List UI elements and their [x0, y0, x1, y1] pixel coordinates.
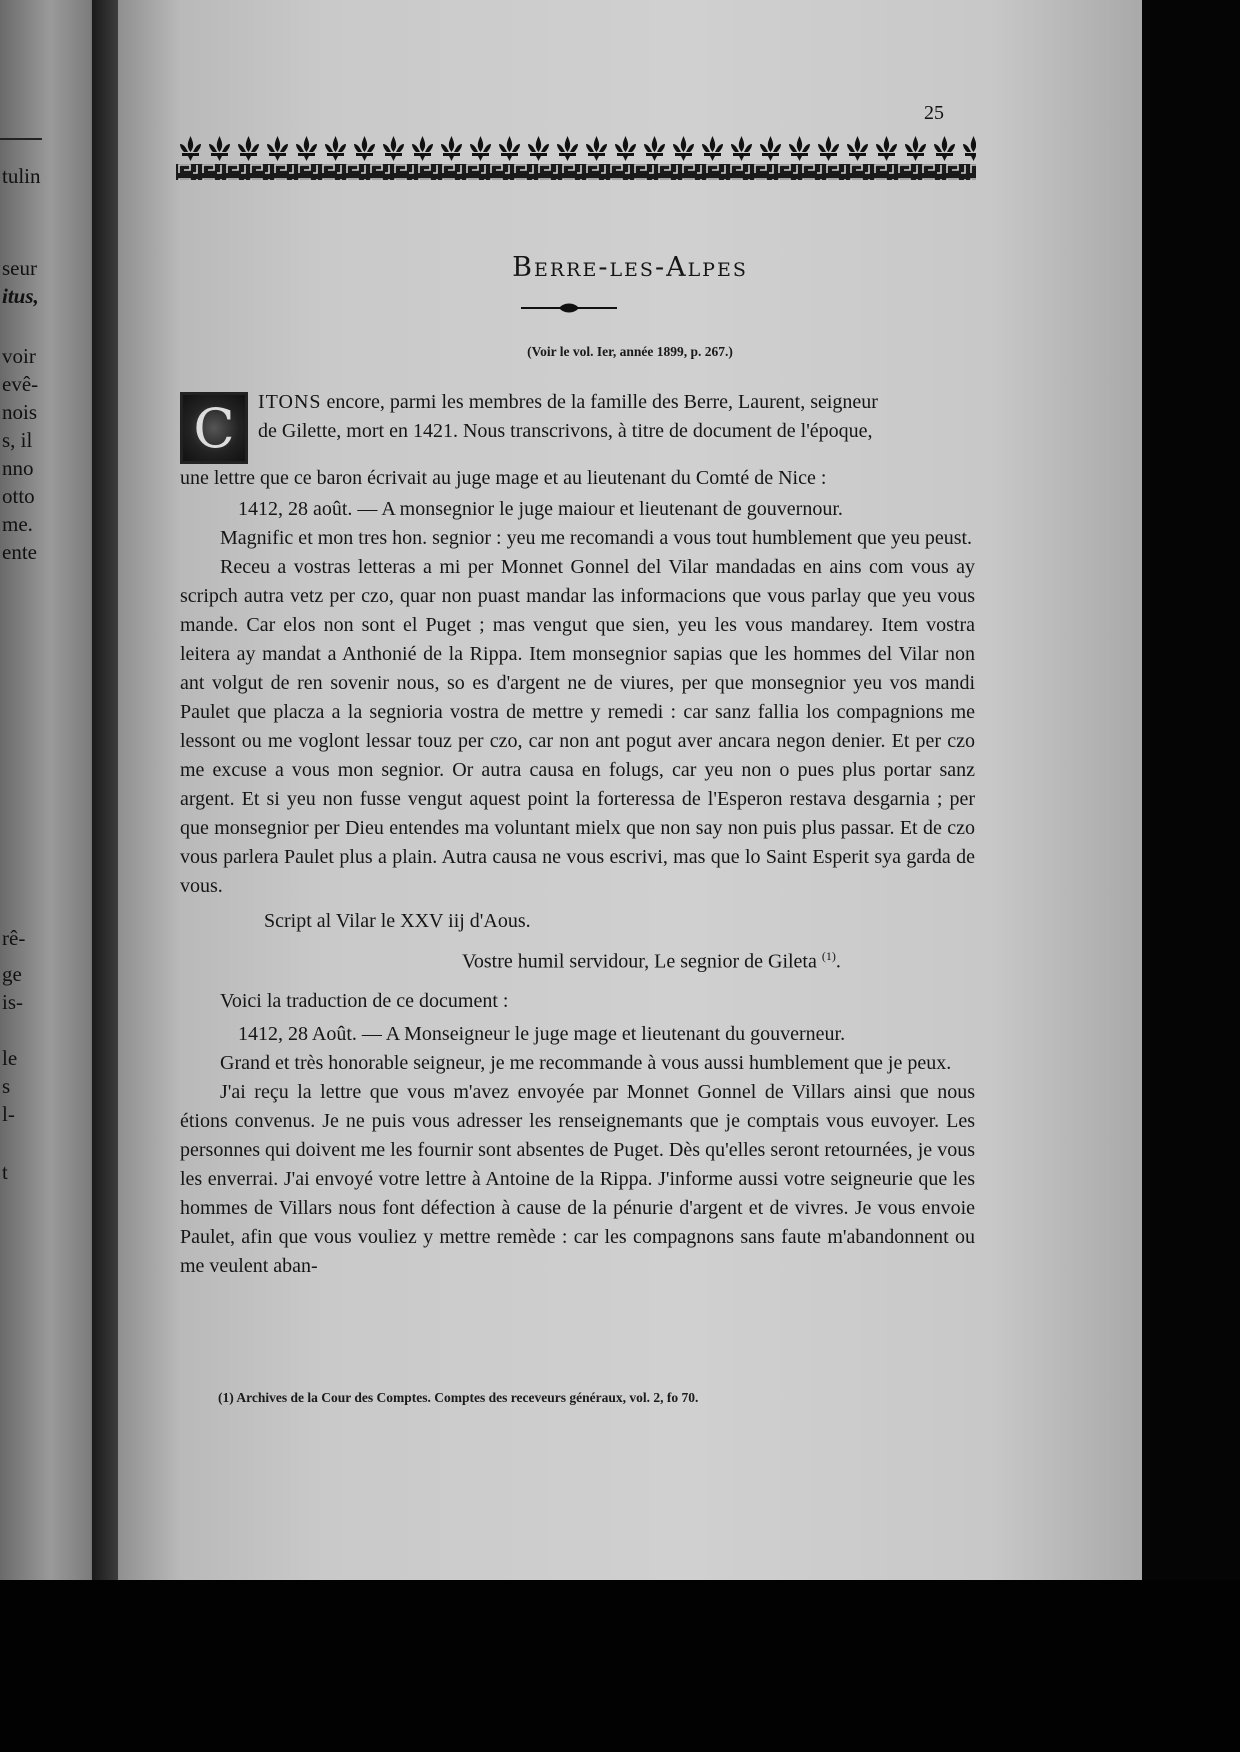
- translation-intro: Voici la traduction de ce document :: [220, 989, 509, 1012]
- intro-lead-smallcaps: ITONS: [258, 391, 322, 413]
- book-page: [118, 0, 1142, 1580]
- facing-page-fragment: nno: [2, 456, 34, 480]
- title-divider-ornament: [519, 302, 619, 314]
- translation-greeting: Grand et très honorable seigneur, je me recommande à vous aussi humblement que je peux.: [220, 1051, 952, 1074]
- facing-page-fragment: ente: [2, 540, 37, 564]
- facing-page-rule: [0, 138, 42, 140]
- page-number: 25: [924, 102, 944, 124]
- letter-greeting: Magnific et mon tres hon. segnior : yeu me recomandi a vous tout humblement que yeu peust.: [220, 527, 973, 549]
- intro-line: [180, 388, 975, 417]
- facing-page-fragment: s: [2, 1074, 11, 1098]
- facing-page-fragment: le: [2, 1046, 18, 1070]
- facing-page-fragment: nois: [2, 400, 38, 424]
- facing-page-fragment: itus,: [2, 284, 39, 308]
- letter-heading: 1412, 28 août. — A monsegnior le juge maiour et lieutenant de gouvernour.: [238, 498, 843, 520]
- intro-text: encore, parmi les membres de la famille des Berre, Laurent, seigneur: [321, 391, 878, 413]
- illuminated-drop-cap: C: [180, 392, 248, 464]
- facing-page-fragment: seur: [2, 256, 37, 280]
- facing-page-fragment: otto: [2, 484, 35, 508]
- letter-body: Receu a vostras letteras a mi per Monnet Gonnel del Vilar mandadas en ains com vous ay scripch autra vetz per czo, quar non puast mandar las informacions que vous parlay que yeu vous mande. Car elos non sont el Puget ; mas vengut que sien, yeu les vous mandarey. Item vostra leitera ay mandat a Anthonié de la Rippa. Item monsegnior sapias que les hommes del Vilar non ant volgut de ren sovenir nous, so es d'argent ne de viures, per que monsegnior yeu vos mandi Paulet que placza a la segnioria vostra de mettre y remedi : car sanz fallia los compagnions me lessont ou me voglont lessar touz per czo, car non ant pogut aver ancara negon denier. Et per czo me excuse a vous mon segnior. Or autra causa en folugs, car yeu non o pues plus portar sanz argent. Et si yeu non fusse vengut aquest point la forteressa de l'Esperon restava desgarnia ; per que monsegnior per Dieu entendes ma voluntant mielx que non say non puis plus passar. Et de czo vous parlera Paulet plus a plain. Autra causa ne vous escrivi, mas que lo Saint Esperit sya garda de vous.: [180, 556, 975, 897]
- facing-page-fragment: s, il: [2, 428, 33, 452]
- article-body: [180, 388, 975, 1281]
- facing-page-fragment: evê-: [2, 372, 39, 396]
- signature-text: Vostre humil servidour, Le segnior de Gileta: [462, 950, 817, 973]
- letter-dateline: Script al Vilar le XXV iij d'Aous.: [264, 910, 531, 932]
- facing-page-fragment: l-: [2, 1102, 15, 1126]
- scan-border-right: [1142, 0, 1240, 1752]
- facing-page-fragment: rê-: [2, 926, 26, 950]
- facing-page-fragment: voir: [2, 344, 36, 368]
- translation-body: J'ai reçu la lettre que vous m'avez envoyée par Monnet Gonnel de Villars ainsi que nous étions convenus. Je ne puis vous adresser les renseignemants que je comptais vous euvoyer. Les personnes qui doivent me les fournir sont absentes de Puget. Dès qu'elles seront retournées, je vous les enverrai. J'ai envoyé votre lettre à Antoine de la Rippa. J'informe aussi votre seigneurie que les hommes de Villars nous font défection à cause de la pénurie d'argent et de vivres. Je vous envoie Paulet, afin que vous vouliez y mettre remède : car les compagnons sans faute m'abandonnent ou me veulent aban-: [180, 1080, 975, 1277]
- facing-page-fragment: me.: [2, 512, 33, 536]
- intro-line: de Gilette, mort en 1421. Nous transcrivons, à titre de document de l'époque,: [258, 420, 873, 442]
- intro-line: une lettre que ce baron écrivait au juge mage et au lieutenant du Comté de Nice :: [180, 467, 827, 489]
- facing-page-fragment: ge: [2, 962, 22, 986]
- letter-signature: Vostre humil servidour, Le segnior de Gileta $^{(1)}$.: [462, 949, 841, 973]
- scan-border-bottom: [0, 1580, 1240, 1752]
- facing-page-fragment: tulin: [2, 164, 41, 188]
- footnote-marker[interactable]: (1): [821, 949, 836, 963]
- facing-page-fragment: is-: [2, 990, 23, 1014]
- article-title: Berre-les-Alpes: [512, 252, 748, 283]
- fleuron-header-ornament: [176, 134, 976, 184]
- translation-heading: 1412, 28 Août. — A Monseigneur le juge mage et lieutenant du gouverneur.: [238, 1022, 846, 1045]
- footnote: (1) Archives de la Cour des Comptes. Comptes des receveurs généraux, vol. 2, fo 70.: [218, 1390, 699, 1405]
- volume-reference: (Voir le vol. Ier, année 1899, p. 267.): [527, 344, 733, 359]
- facing-page-fragment: t: [2, 1160, 8, 1184]
